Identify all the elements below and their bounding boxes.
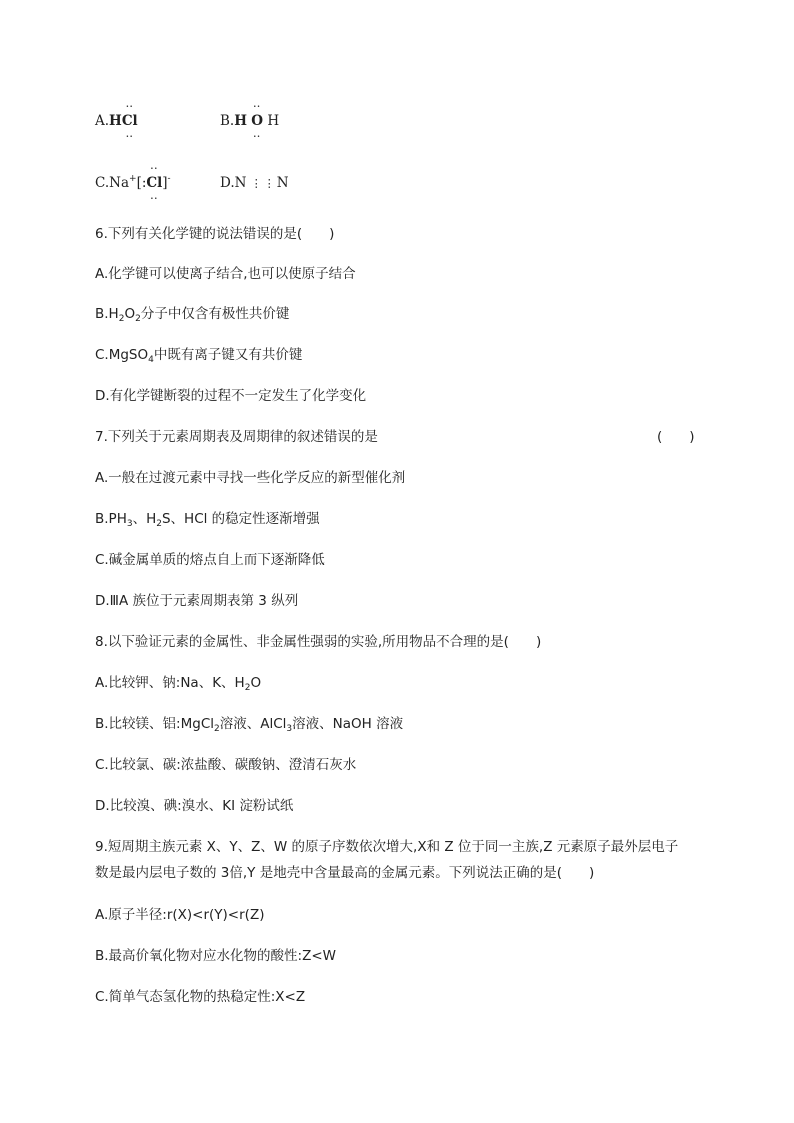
formula-cl: ·· Cl ··	[146, 163, 163, 203]
question-7-option-b: $B.PH_3$、$H_2S$、HCl 的稳定性逐渐增强	[95, 511, 320, 529]
option-5a	[95, 101, 138, 141]
question-8-option-d: D.比较溴、碘:溴水、KI 淀粉试纸	[95, 798, 294, 814]
question-7-option-c: C.碱金属单质的熔点自上而下逐渐降低	[95, 552, 325, 568]
question-9-option-a: A.原子半径:r(X)<r(Y)<r(Z)	[95, 907, 265, 923]
formula-o: ·· O ··	[251, 101, 264, 141]
formula-h: H	[267, 113, 280, 129]
question-7-option-a: A.一般在过渡元素中寻找一些化学反应的新型催化剂	[95, 470, 406, 486]
formula-h: H	[109, 113, 122, 129]
question-8-option-a: A.比较钾、钠:Na、K、$H_2O$	[95, 675, 262, 693]
question-7-stem: 7.下列关于元素周期表及周期律的叙述错误的是	[95, 429, 378, 445]
question-6-option-d: D.有化学键断裂的过程不一定发生了化学变化	[95, 388, 367, 404]
formula-n: N	[276, 175, 289, 191]
triple-bond-dots: ⋮⋮	[250, 176, 277, 190]
question-8-stem: 8.以下验证元素的金属性、非金属性强弱的实验,所用物品不合理的是( )	[95, 634, 542, 650]
electron-dots: ··	[150, 163, 159, 173]
formula-cl: ·· Cl ··	[121, 101, 138, 141]
question-9-stem-line2: 数是最内层电子数的 3倍,Y 是地壳中含量最高的金属元素。下列说法正确的是( )	[95, 865, 595, 881]
option-label: B.	[220, 113, 235, 129]
option-5b	[220, 101, 280, 141]
electron-dots: ··	[253, 131, 261, 141]
charge-plus: +	[129, 174, 137, 184]
option-5d	[220, 174, 289, 192]
electron-dots: ··	[253, 101, 261, 111]
option-5c	[95, 163, 171, 203]
question-9-option-b: B.最高价氧化物对应水化物的酸性:Z<W	[95, 948, 337, 964]
question-9-stem-line1: 9.短周期主族元素 X、Y、Z、W 的原子序数依次增大,X和 Z 位于同一主族,Z 元素原子最外层电子	[95, 839, 679, 855]
question-6-option-a: A.化学键可以使离子结合,也可以使原子结合	[95, 266, 356, 282]
electron-dots: ··	[150, 193, 159, 203]
formula-n: N	[234, 175, 247, 191]
question-7-answer-paren: ( )	[657, 429, 695, 445]
formula-h: H	[234, 113, 247, 129]
formula-na: Na	[109, 175, 130, 191]
question-6-option-b: $B.H_2O_2$分子中仅含有极性共价键	[95, 306, 290, 324]
bracket-close: ]	[162, 175, 168, 191]
question-8-option-c: C.比较氯、碳:浓盐酸、碳酸钠、澄清石灰水	[95, 757, 357, 773]
electron-dots: ··	[125, 101, 134, 111]
charge-minus: -	[167, 174, 171, 184]
question-6-option-c: C.MgSO$_4$中既有离子键又有共价键	[95, 347, 303, 365]
option-label: C.	[95, 175, 110, 191]
question-8-option-b: B.比较镁、铝:MgCl$_2$溶液、AlCl$_3$溶液、NaOH 溶液	[95, 716, 404, 734]
option-label: D.	[220, 175, 235, 191]
bracket-open: [:	[136, 175, 147, 191]
question-7-option-d: D.ⅢA 族位于元素周期表第 3 纵列	[95, 593, 299, 609]
question-6-stem: 6.下列有关化学键的说法错误的是( )	[95, 226, 335, 242]
option-label: A.	[95, 113, 110, 129]
electron-dots: ··	[125, 131, 134, 141]
question-9-option-c: C.简单气态氢化物的热稳定性:X<Z	[95, 989, 306, 1005]
